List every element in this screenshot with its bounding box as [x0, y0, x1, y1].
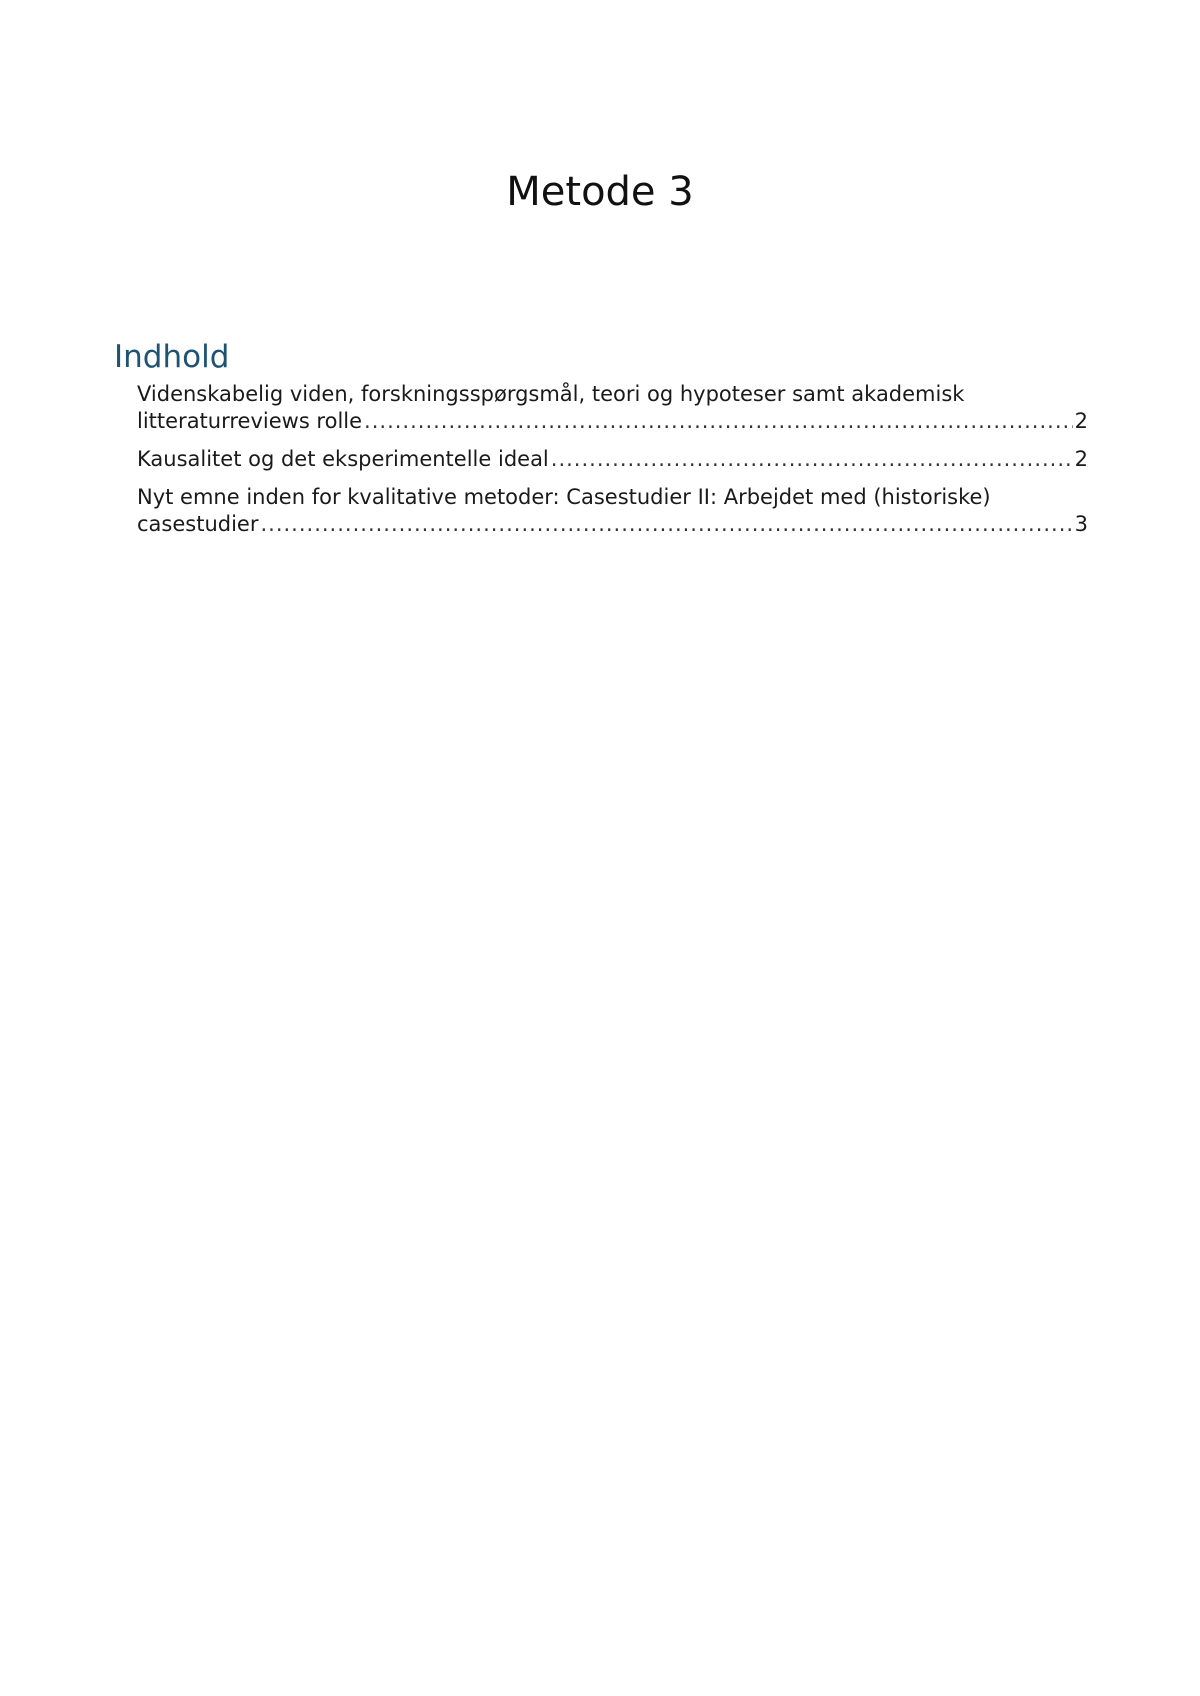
- toc-dot-leader: [260, 511, 1072, 538]
- toc-entry-last-line: [137, 511, 1088, 538]
- toc-entry-videnskabelig-viden[interactable]: [137, 381, 1088, 435]
- toc-heading: Indhold: [114, 339, 230, 375]
- toc-entry-casestudier[interactable]: [137, 484, 1088, 538]
- toc-dot-leader: [551, 446, 1073, 473]
- toc-entry-text: Videnskabelig viden, forskningsspørgsmål, teori og hypoteser samt akademisk: [137, 382, 965, 406]
- toc-entry-last-line: [137, 408, 1088, 435]
- toc-entry-text: casestudier: [137, 512, 259, 536]
- toc-page-number: 3: [1074, 512, 1088, 536]
- toc-entry-text: Nyt emne inden for kvalitative metoder: Casestudier II: Arbejdet med (historiske): [137, 485, 991, 509]
- toc-page-number: 2: [1074, 447, 1088, 471]
- toc-entry-last-line: [137, 446, 1088, 473]
- toc-dot-leader: [364, 408, 1073, 435]
- table-of-contents: [137, 381, 1088, 549]
- toc-page-number: 2: [1074, 409, 1088, 433]
- toc-entry-kausalitet[interactable]: [137, 446, 1088, 473]
- toc-entry-text: litteraturreviews rolle: [137, 409, 363, 433]
- toc-entry-text: Kausalitet og det eksperimentelle ideal: [137, 447, 549, 471]
- document-title: Metode 3: [506, 169, 694, 215]
